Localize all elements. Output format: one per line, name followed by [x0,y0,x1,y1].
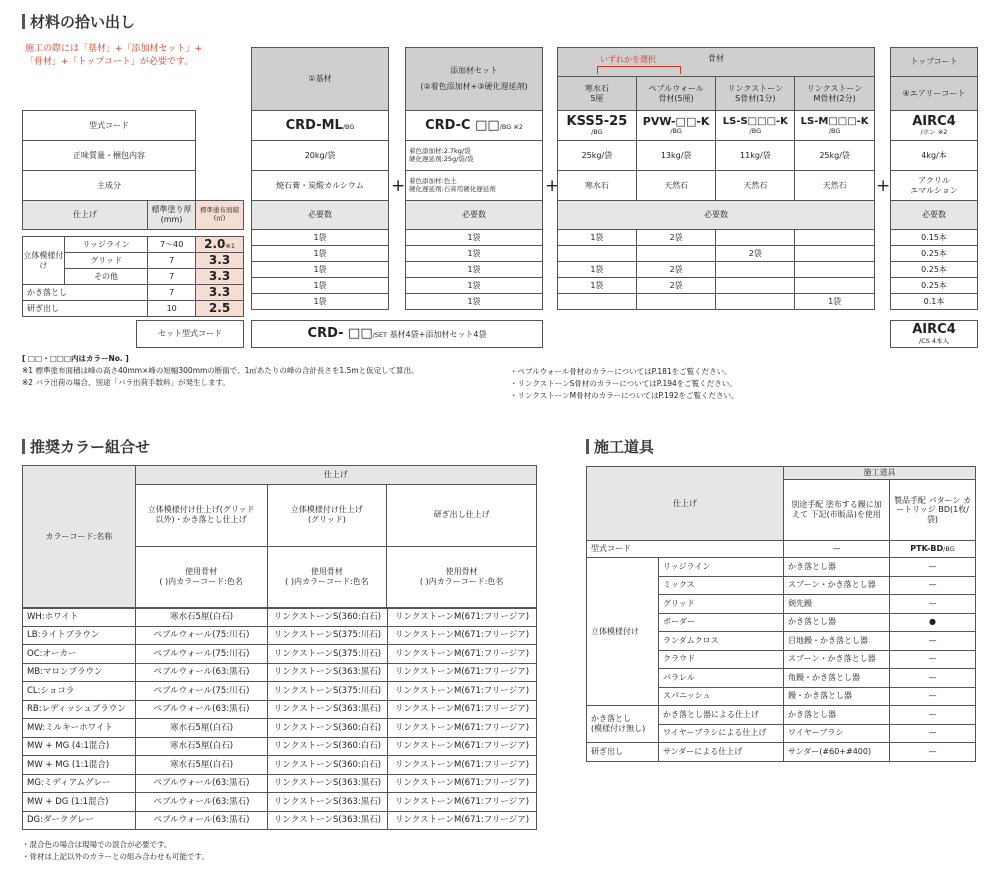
table-cell: リンクストーンS(375:川石) [268,645,388,664]
table-cell: リンクストーンM(671:フリージア) [388,700,537,719]
table-row [23,756,537,775]
table-cell: リンクストーンS(363:黒石) [268,700,388,719]
topcoat-column: トップコート ④エアリーコート AIRC4 /ホン ※2 4kg/本 アクリル エマルション 必要数 0.15本 0.25本 0.25本 0.25本 0.1本 [890,47,978,310]
table-row [23,608,537,627]
table-cell: サンダー(#60+#400) [784,743,890,762]
table-cell: — [890,576,976,595]
materials-rows-label: 立体模様付け リッジライン 7～40 2.0※1 グリッド 7 3.3 その他 7 3.3 かき落とし 7 3.3 研ぎ出し 10 2.5 [22,236,244,317]
table-cell: リンクストーンM(671:フリージア) [388,682,537,701]
table-cell: ボーダー [659,613,784,632]
table-cell: リンクストーンM(671:フリージア) [388,793,537,812]
table-cell: ミックス [659,576,784,595]
table-cell: かき落とし器 [784,613,890,632]
table-cell: MW + MG (1:1混合) [23,756,136,775]
set-topcoat: AIRC4 /CS 4本入 [890,320,978,348]
section-title-colors: 推奨カラー組合せ [22,436,150,457]
table-row [23,682,537,701]
table-cell: — [890,669,976,688]
table-cell: MG:ミディアムグレー [23,774,136,793]
table-cell: ペブルウォール(63:黒石) [136,811,268,830]
table-cell: RB:レディッシュブラウン [23,700,136,719]
table-row [23,811,537,830]
table-cell: MW + MG (4:1混合) [23,737,136,756]
section-title-materials: 材料の拾い出し [22,11,135,32]
table-cell: MB:マロンブラウン [23,663,136,682]
section-title-tools: 施工道具 [586,436,654,457]
table-cell: 鏝・かき落とし器 [784,687,890,706]
table-cell: サンダーによる仕上げ [659,743,784,762]
table-row [23,774,537,793]
table-cell: LB:ライトブラウン [23,626,136,645]
materials-notes-2: ・ペブルウォール骨材のカラーについてはP.181をご覧ください。 ・リンクストーンS骨材のカラーについてはP.194をご覧ください。 ・リンクストーンM骨材のカラーについてはP.192をご覧ください。 [510,367,739,400]
table-row [23,645,537,664]
aggregate-column: 骨材 寒水石 5厘 ペブルウォール 骨材(5厘) リンクストーン S骨材(1分) リンクストーン M骨材(2分) KSS5-25 /BG PVW-□□-K /BG LS-S□□□-K /BG LS-M□□□-K /BG 25kg/袋 13kg/袋 11kg/袋 25kg/袋 寒水石 天然石 天然石 天然石 必要数 1袋 2袋 2袋 1袋 2袋 1袋 2袋 1袋 [557,47,875,310]
table-cell: — [890,706,976,725]
table-cell: — [890,687,976,706]
select-bracket [597,66,681,74]
table-cell: ワイヤーブラシ [784,724,890,743]
table-cell: リンクストーンM(671:フリージア) [388,626,537,645]
table-cell: 剣先鏝 [784,595,890,614]
table-cell: リンクストーンS(360:白石) [268,608,388,627]
select-one-note: いずれかを選択 [597,54,659,65]
table-cell: クラウド [659,650,784,669]
table-row [23,700,537,719]
table-row [587,743,976,762]
additive-column: 添加材セット (②着色添加材+③硬化遅延剤) CRD-C □□/BG ※2 着色添加材:2.7kg/袋 硬化遅延剤:25g/袋/袋 着色添加材:色土 硬化遅延剤:石膏用硬化遅延剤 必要数 1袋 1袋 1袋 1袋 1袋 [405,47,543,310]
finish-group: 研ぎ出し [587,743,659,762]
warning-text: 施工の際には「基材」+「添加材セット」+ 「骨材」+「トップコート」が必要です。 [25,44,203,68]
color-combo-table: カラーコード:名称 仕上げ 立体模様付け仕上げ(グリッド以外)・かき落とし仕上げ 立体模様付け仕上げ(グリッド) 研ぎ出し仕上げ 使用骨材 ( )内カラーコード:色名 使用骨材 ( )内カラーコード:色名 使用骨材 ( )内カラーコード:色名 [22,465,537,609]
finish-group: かき落とし (模様付け無し) [587,706,659,743]
table-cell: 寒水石5厘(白石) [136,737,268,756]
table-cell: ワイヤーブラシによる仕上げ [659,724,784,743]
table-cell: リンクストーンM(671:フリージア) [388,719,537,738]
set-label: セット型式コード [136,320,244,348]
table-cell: ランダムクロス [659,632,784,651]
table-cell: WH:ホワイト [23,608,136,627]
table-cell: 目地鏝・かき落とし器 [784,632,890,651]
color-rows [22,607,537,830]
plus-icon: + [876,176,891,196]
table-cell: リンクストーンS(363:黒石) [268,663,388,682]
table-cell: リンクストーンS(360:白石) [268,756,388,775]
table-cell: 寒水石5厘(白石) [136,608,268,627]
table-cell: ペブルウォール(75:川石) [136,682,268,701]
table-cell: OC:オーカー [23,645,136,664]
table-cell: 角鏝・かき落とし器 [784,669,890,688]
table-cell: スプーン・かき落とし器 [784,650,890,669]
table-cell: リンクストーンS(360:白石) [268,719,388,738]
table-cell: リンクストーンM(671:フリージア) [388,811,537,830]
materials-notes: [ □□・□□□内はカラーNo. ] ※1 標準塗布面積は峰の高さ40mm×峰の短幅300mmの断面で、1㎡あたりの峰の合計長さを1.5mと仮定して算出。 ※2 バラ出荷の場合、別途「バラ出荷手数料」が発生します。 [22,354,419,387]
table-row [23,793,537,812]
table-cell: ペブルウォール(75:川石) [136,626,268,645]
table-cell: リンクストーンM(671:フリージア) [388,756,537,775]
table-cell: スパニッシュ [659,687,784,706]
set-code-cell: CRD- □□/SET 基材4袋+添加材セット4袋 [251,320,543,348]
table-cell: ● [890,613,976,632]
finish-group: 立体模様付け [587,558,659,706]
table-cell: 寒水石5厘(白石) [136,719,268,738]
table-cell: — [890,724,976,743]
table-cell: かき落とし器による仕上げ [659,706,784,725]
color-notes: ・混合色の場合は現場での混合が必要です。 ・骨材は上記以外のカラーとの組み合わせも可能です。 [22,840,209,861]
table-cell: ペブルウォール(63:黒石) [136,793,268,812]
table-cell: ペブルウォール(75:川石) [136,645,268,664]
table-row [23,626,537,645]
table-cell: グリッド [659,595,784,614]
table-cell: ペブルウォール(63:黒石) [136,663,268,682]
table-cell: リンクストーンM(671:フリージア) [388,645,537,664]
base-column: ①基材 CRD-ML/BG 20kg/袋 焼石膏・炭酸カルシウム 必要数 1袋 1袋 1袋 1袋 1袋 [251,47,389,310]
table-cell: — [890,743,976,762]
table-cell: CL:ショコラ [23,682,136,701]
table-cell: リンクストーンS(363:黒石) [268,811,388,830]
table-row [23,719,537,738]
table-cell: リンクストーンM(671:フリージア) [388,774,537,793]
table-cell: リンクストーンS(375:川石) [268,682,388,701]
table-cell: — [890,632,976,651]
table-cell: かき落とし器 [784,706,890,725]
table-cell: MW:ミルキーホワイト [23,719,136,738]
table-cell: 寒水石5厘(白石) [136,756,268,775]
table-row [587,706,976,725]
finish-group: 立体模様付け [23,237,65,285]
plus-icon: + [391,176,406,196]
table-cell: MW + DG (1:1混合) [23,793,136,812]
table-cell: リンクストーンM(671:フリージア) [388,663,537,682]
plus-icon: + [545,176,560,196]
table-cell: — [890,558,976,577]
tools-table: 仕上げ 施工道具 別途手配 塗布する鏝に加えて 下記(市販品)を使用 製品手配 パターン カートリッジ BD(1枚/袋) 型式コード — PTK-BD/BG 立体模様付け リッジライン かき落とし器 — ミックス スプーン・かき落とし器 — グリッド 剣先鏝 — ボーダー かき落とし器 ● ランダムクロス 目地鏝・かき落とし器 — クラウド スプーン・かき落とし器 — パラレル 角鏝・かき落とし器 — スパニッシュ 鏝・かき落とし器 — かき落とし (模様付け無し) かき落とし器による仕上げ かき落とし器 — ワイヤーブラシによる仕上げ ワイヤーブラシ — 研ぎ出し サンダーによる仕上げ サンダー(#60+#400) — [586,466,976,762]
table-cell: リンクストーンS(375:川石) [268,626,388,645]
table-cell: かき落とし器 [784,558,890,577]
table-cell: — [890,595,976,614]
table-cell: スプーン・かき落とし器 [784,576,890,595]
table-cell: リンクストーンM(671:フリージア) [388,737,537,756]
table-cell: リンクストーンS(363:黒石) [268,793,388,812]
table-row [23,663,537,682]
table-cell: — [890,650,976,669]
table-cell: ペブルウォール(63:黒石) [136,700,268,719]
table-row [23,737,537,756]
table-cell: パラレル [659,669,784,688]
table-cell: リンクストーンM(671:フリージア) [388,608,537,627]
table-cell: DG:ダークグレー [23,811,136,830]
table-cell: ペブルウォール(63:黒石) [136,774,268,793]
table-row [587,558,976,577]
table-cell: リッジライン [659,558,784,577]
materials-label-table: 型式コード 正味質量・梱包内容 主成分 仕上げ 標準塗り厚(mm) 標準塗布面積(㎡) [22,110,244,230]
table-cell: リンクストーンS(360:白石) [268,737,388,756]
table-cell: リンクストーンS(363:黒石) [268,774,388,793]
